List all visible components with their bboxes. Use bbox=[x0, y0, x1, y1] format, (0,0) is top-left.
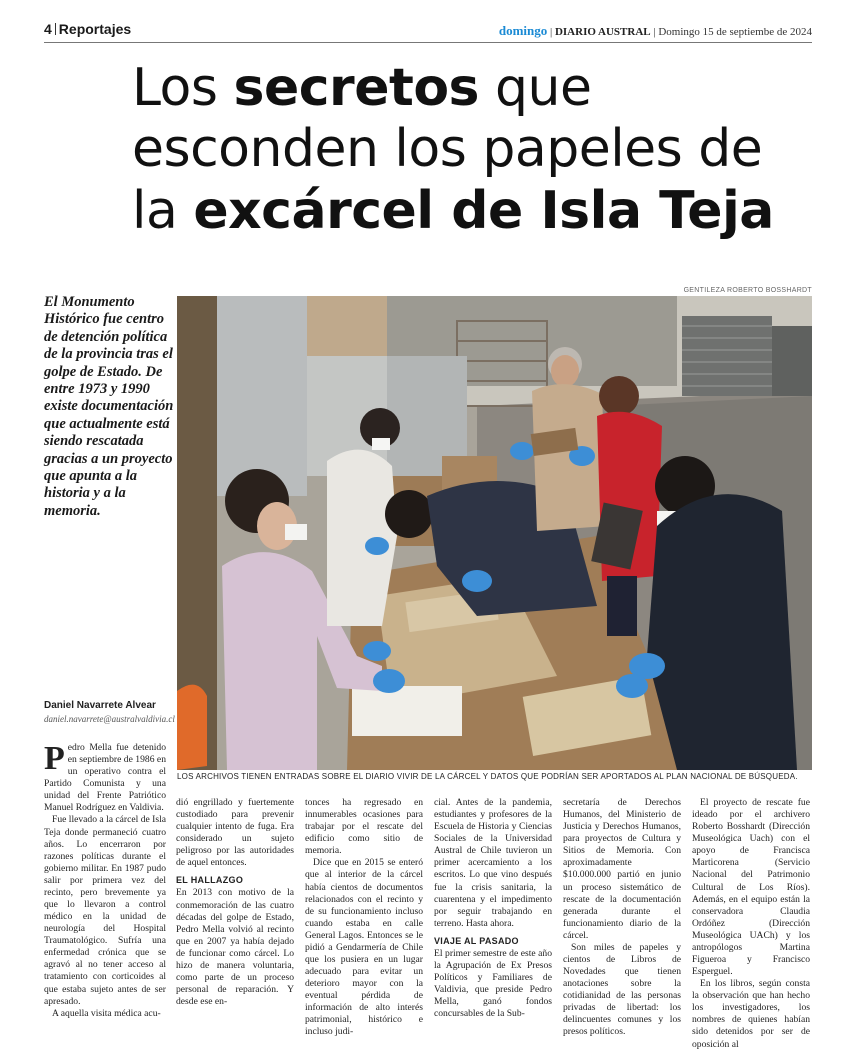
section-name: Reportajes bbox=[58, 21, 132, 37]
body-paragraph: tonces ha regresado en innumerables ocasiones para trabajar por el rescate del edificio como sitio de memoria. bbox=[305, 797, 423, 857]
article-headline bbox=[132, 58, 822, 242]
body-column-4 bbox=[434, 797, 552, 1020]
body-column-5 bbox=[563, 797, 681, 1039]
article-photo bbox=[177, 296, 812, 770]
byline bbox=[44, 700, 174, 724]
photo-illustration bbox=[177, 296, 812, 770]
headline-line-1 bbox=[132, 58, 822, 119]
headline-line-3 bbox=[132, 181, 822, 242]
body-column-2 bbox=[176, 797, 294, 1008]
body-paragraph: Son miles de papeles y cientos de Libros de Novedades que tienen anotaciones sobre la cotidianidad de las personas privadas de libertad: los delincuentes comunes y los presos políticos. bbox=[563, 941, 681, 1038]
body-paragraph: El primer semestre de este año la Agrupación de Ex Presos Políticos y Familiares de Valdivia, que preside Pedro Mella, ganó fondos concursables de la Sub- bbox=[434, 947, 552, 1020]
supplement-name: domingo bbox=[498, 23, 548, 38]
article-lead: El Monumento Histórico fue centro de detención política de la provincia tras el golpe de Estado. De entre 1973 y 1990 existe documentación que actualmente está siendo rescatada gracias a un proyecto que apunta a la historia y a la memoria. bbox=[44, 294, 174, 519]
drop-cap: P bbox=[44, 740, 65, 777]
issue-date: Domingo 15 de septiembe de 2024 bbox=[658, 26, 812, 38]
page-number: 4 bbox=[44, 21, 52, 37]
subheading: EL HALLAZGO bbox=[176, 875, 244, 886]
masthead-divider-2: | bbox=[653, 26, 656, 38]
body-column-1 bbox=[44, 742, 166, 1020]
page-header bbox=[44, 20, 812, 43]
headline-emphasis: secretos bbox=[233, 58, 479, 118]
subheading: VIAJE AL PASADO bbox=[434, 935, 519, 946]
body-paragraph: cial. Antes de la pandemia, estudiantes y profesores de la Escuela de Historia y Ciencias Sociales de la Universidad Austral de Chile tuvieron un primer acercamiento a los escritos. Lo que vino después fue la crisis sanitaria, la cuarentena y el impedimento por seguir trabajando en terreno. Hasta ahora. bbox=[434, 797, 552, 929]
body-paragraph: Fue llevado a la cárcel de Isla Teja donde permaneció cuatro años. Lo encerraron por razones políticas durante el gobierno militar. En 1987 pudo salir por primera vez del recinto, pero brevemente ya que lo llevaron a control médico en la unidad de neurología del Hospital Traumatológico. Sufría una enfermedad crónica que se agravó al no tener acceso al tratamiento con corticoides al que estaba sujeto antes de ser apresado. bbox=[44, 814, 167, 1007]
author-name: Daniel Navarrete Alvear bbox=[44, 700, 156, 711]
body-paragraph: A aquella visita médica acu- bbox=[52, 1007, 161, 1019]
masthead bbox=[499, 23, 812, 39]
author-email[interactable]: daniel.navarrete@australvaldivia.cl bbox=[44, 714, 175, 724]
headline-text: Los bbox=[132, 58, 234, 118]
photo-caption: LOS ARCHIVOS TIENEN ENTRADAS SOBRE EL DIARIO VIVIR DE LA CÁRCEL Y DATOS QUE PODRÍAN SER APORTADOS AL PLAN NACIONAL DE BÚSQUEDA. bbox=[177, 772, 798, 781]
photo-credit: GENTILEZA ROBERTO BOSSHARDT bbox=[683, 287, 812, 294]
body-column-3 bbox=[305, 797, 423, 1039]
body-paragraph: El proyecto de rescate fue ideado por el archivero Roberto Bosshardt (Dirección Museológica Uach) con el apoyo de Francisca Marticorena (Servicio Nacional del Patrimonio Cultural de Los Ríos). Además, en el equipo están la conservadora Claudia Ordóñez (Dirección Museológica UACh) y los antropólogos Martina Figueroa y Francisco Esperguel. bbox=[692, 797, 810, 978]
body-paragraph: secretaría de Derechos Humanos, del Ministerio de Justicia y Derechos Humanos, para proyectos de Cultura y Sitios de Memoria. Con aproximadamente $10.000.000 partió en junio un proceso sistemático de rescate de la documentación generada durante el funcionamiento diario de la cárcel. bbox=[563, 797, 681, 941]
page-section-label bbox=[44, 21, 131, 37]
body-paragraph bbox=[44, 742, 166, 814]
headline-text: que bbox=[479, 58, 592, 118]
newspaper-name: DIARIO AUSTRAL bbox=[554, 26, 651, 38]
headline-text: la bbox=[132, 180, 194, 241]
headline-line-2: esconden los papeles de bbox=[132, 119, 763, 180]
body-paragraph: En 2013 con motivo de la conmemoración de las cuatro décadas del golpe de Estado, Pedro Mella volvió al recinto que en 2007 ya había dejado de funcionar como cárcel. Lo hizo de manera voluntaria, como parte de un proceso personal de reparación. Y desde ese en- bbox=[176, 887, 294, 1008]
body-paragraph: Dice que en 2015 se enteró que al interior de la cárcel había cientos de documentos relacionados con el recinto y de su funcionamiento incluso cuando estaba en calle General Lagos. Entonces se le pidió a Gendarmería de Chile que los pusiera en un lugar adecuado para evitar un deterioro mayor con la eventual pérdida de información de alto interés patrimonial, histórico e incluso judi- bbox=[305, 857, 423, 1038]
body-paragraph: dió engrillado y fuertemente custodiado para prevenir cualquier intento de fuga. Era considerado un sujeto peligroso por las autoridades de aquel entonces. bbox=[176, 797, 294, 869]
body-paragraph: En los libros, según consta la observación que han hecho los investigadores, los nombres de quienes habían sido detenidos por ser de oposición al bbox=[692, 978, 810, 1050]
headline-emphasis: excárcel de Isla Teja bbox=[193, 180, 774, 241]
masthead-divider: | bbox=[550, 26, 553, 38]
header-divider bbox=[55, 23, 56, 35]
paragraph-text: edro Mella fue detenido en septiembre de 1986 en un operativo contra el Partido Comunista y una unidad del Frente Patriótico Manuel Rodríguez en Valdivia. bbox=[44, 742, 166, 814]
body-column-6 bbox=[692, 797, 810, 1051]
